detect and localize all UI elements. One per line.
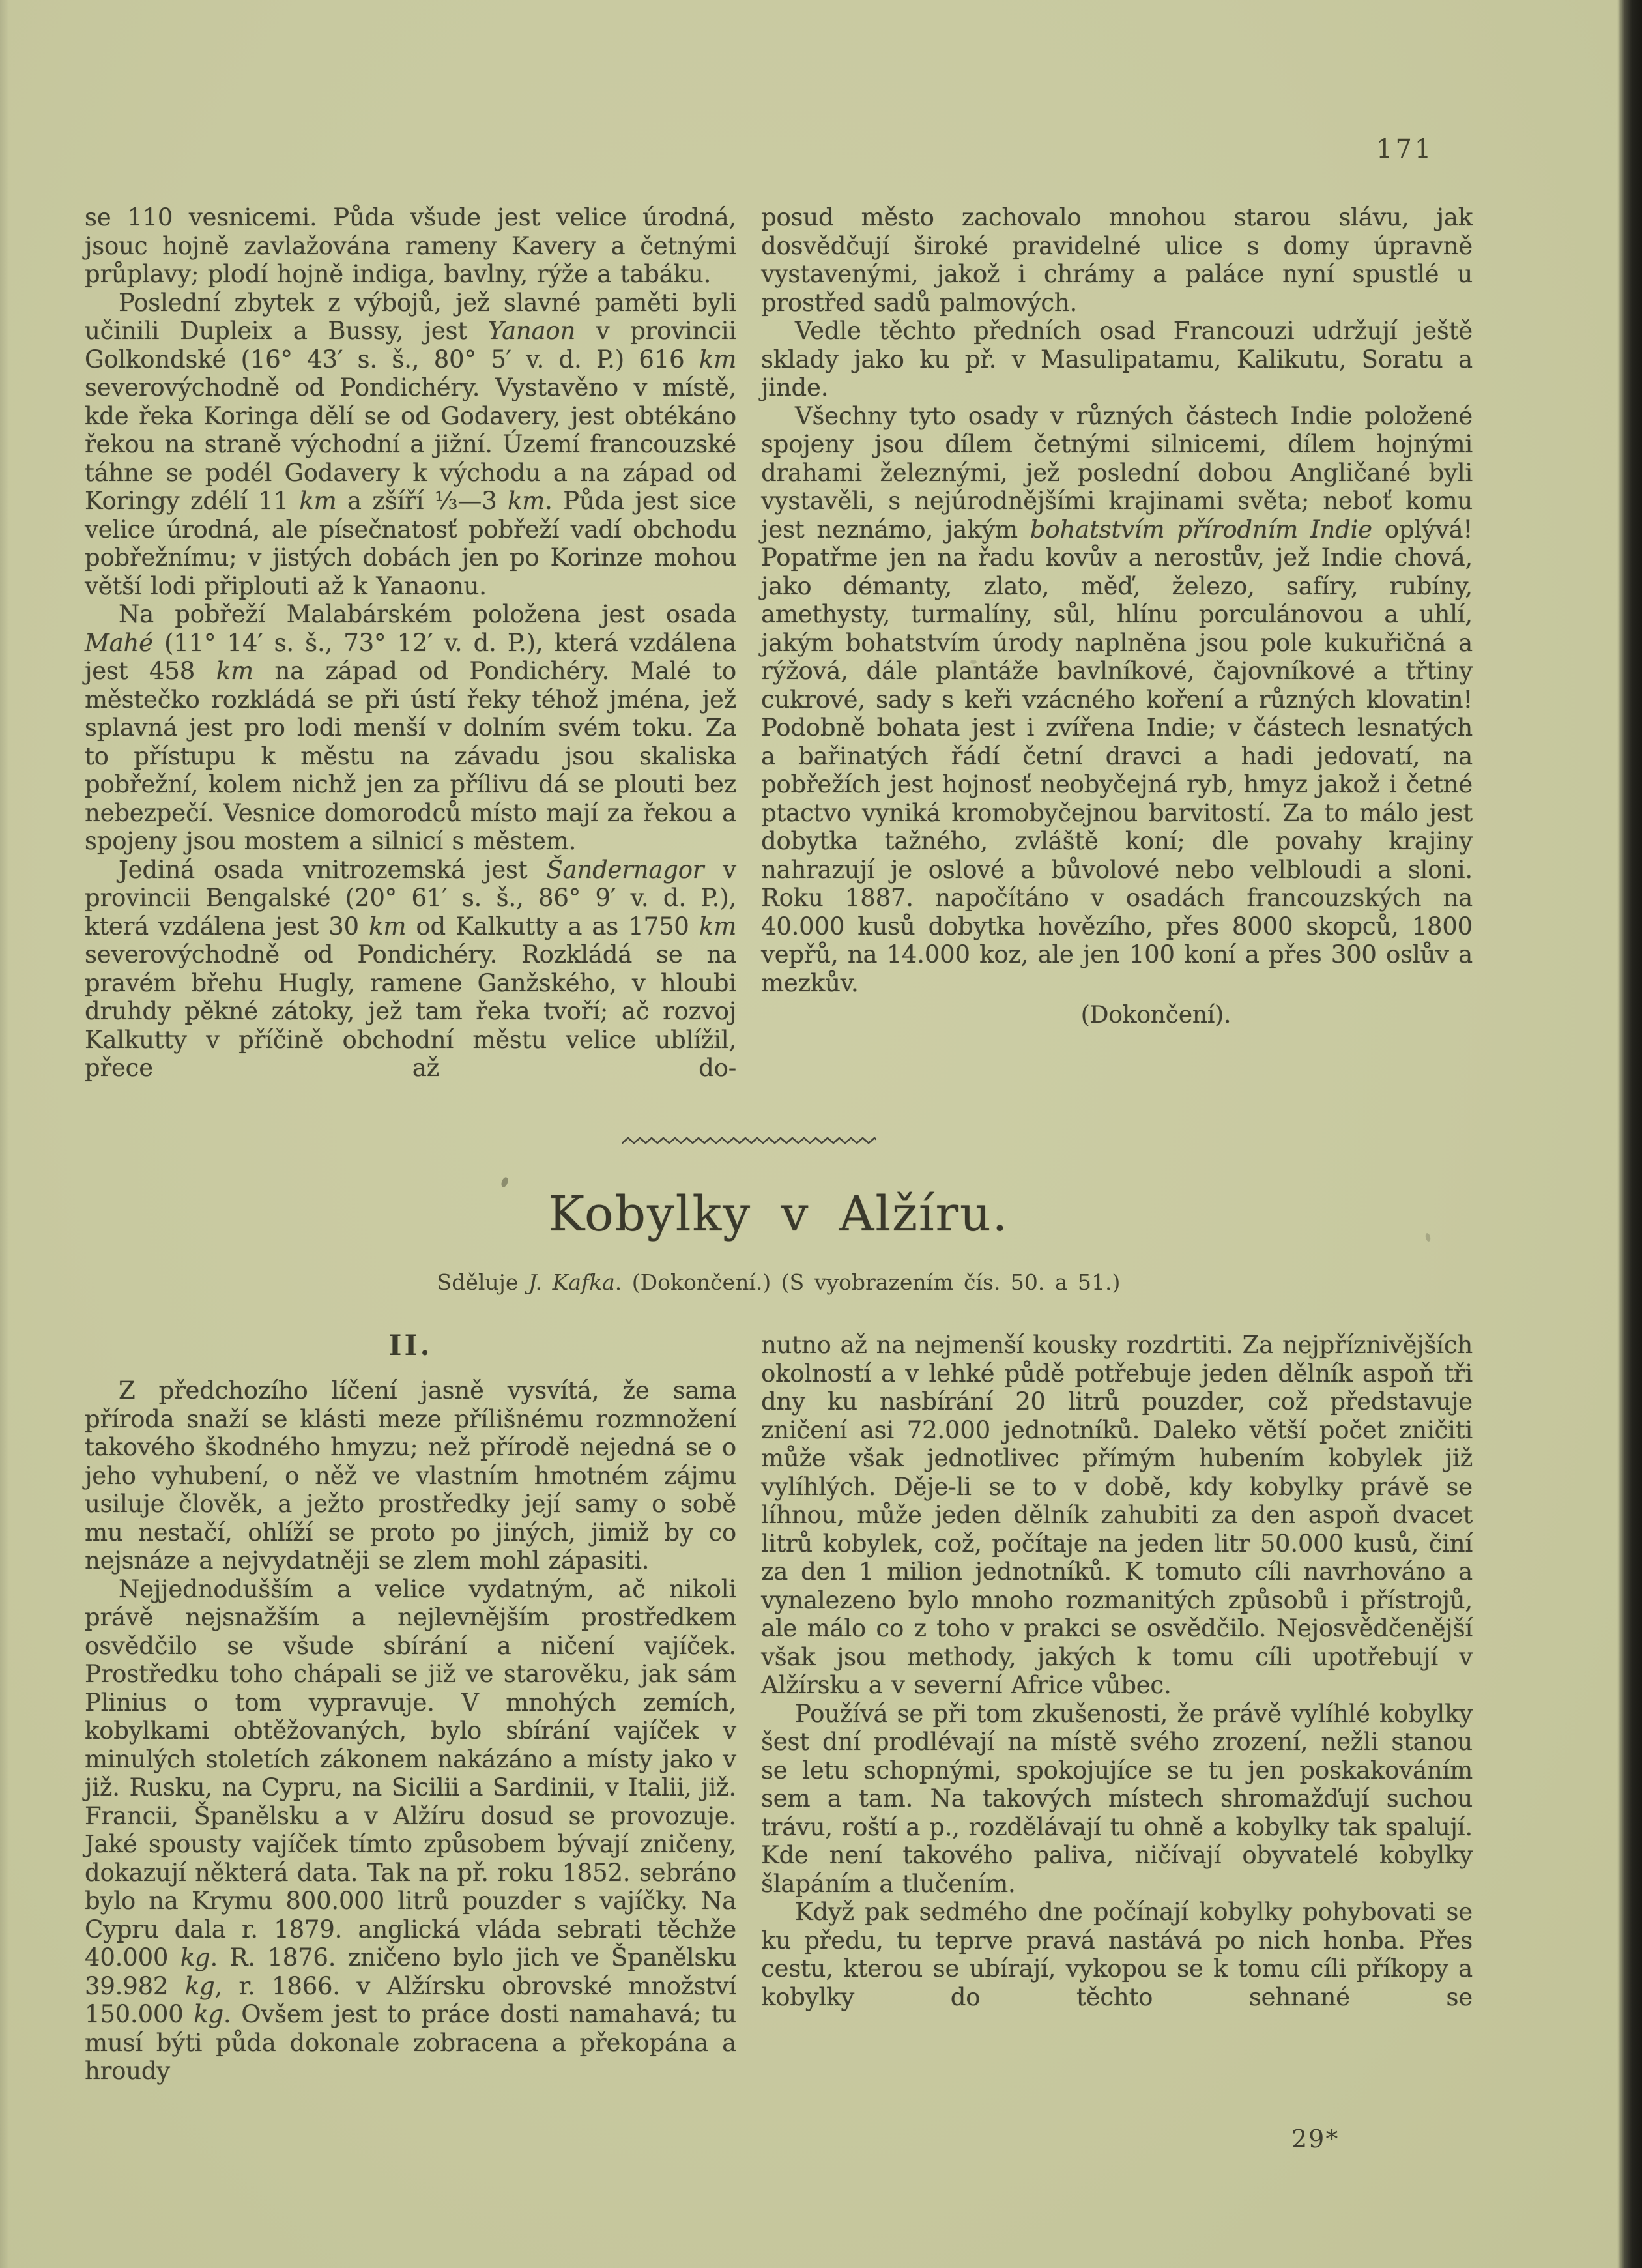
paragraph: nutno až na nejmenší kousky rozdrtiti. Za nejpříznivějších okolností a v lehké půdě potřebuje jeden dělník aspoň tři dny ku nasbírání 20 litrů pouzder, což představuje zničení asi 72.000 jednotníků. Daleko větší počet zničiti může však jednotlivec přímým hubením kobylek již vylíhlých. Děje-li se to v době, kdy kobylky právě se líhnou, může jeden dělník zahubiti za den aspoň dvacet litrů kobylek, což, počítaje na jeden litr 50.000 kusů, činí za den 1 milion jednotníků. K tomuto cíli navrhováno a vynalezeno bylo mnoho rozmanitých způsobů i přístrojů, ale málo co z toho v prakci se osvědčilo. Nejosvědčenější však jsou methody, jakých k tomu cíli upotřebují v Alžírsku a v severní Africe vůbec. [761,1331,1473,1699]
scan-edge-left [0,0,9,2268]
scan-edge-right [1617,0,1642,2268]
paragraph: Poslední zbytek z výbojů, jež slavné paměti byli učinili Dupleix a Bussy, jest Yanaon v provincii Golkondské (16° 43′ s. š., 80° 5′ v. d. P.) 616 km severovýchodně od Pondichéry. Vystavěno v místě, kde řeka Koringa dělí se od Godavery, jest obtékáno řekou na straně východní a jižní. Území francouzské táhne se podél Godavery k východu a na západ od Koringy zdélí 11 km a zšíří ⅓—3 km. Půda jest sice velice úrodná, ale písečnatosť pobřeží vadí obchodu pobřežnímu; v jistých dobách jen po Korinze mohou větší lodi připlouti až k Yanaonu. [85,288,736,600]
paragraph: Vedle těchto předních osad Francouzi udržují ještě sklady jako ku př. v Masulipatamu, Kalikutu, Soratu a jinde. [761,317,1473,401]
page-number: 171 [1376,134,1434,164]
paragraph: Všechny tyto osady v různých částech Indie položené spojeny jsou dílem četnými silnicemi, dílem hojnými drahami železnými, jež poslední dobou Angličané byli vystavěli, s nejúrodnějšími krajinami světa; neboť komu jest neznámo, jakým bohatstvím přírodním Indie oplývá! Popatřme jen na řadu kovův a nerostův, jež Indie chová, jako démanty, zlato, měď, železo, safíry, rubíny, amethysty, turmalíny, sůl, hlínu porculánovou a uhlí, jakým bohatstvím úrody naplněna jsou pole kukuřičná a rýžová, dále plantáže bavlníkové, čajovníkové a třtiny cukrové, sady s keři vzácného koření a různých klovatin! Podobně bohata jest i zvířena Indie; v částech lesnatých a bařinatých řádí četní dravci a hadi jedovatí, na pobřežích jest hojnosť neobyčejná ryb, hmyz jakož i četné ptactvo vyniká kromobyčejnou barvitostí. Za to málo jest dobytka tažného, zvláště koní; dle povahy krajiny nahrazují je oslové a bůvolové nebo velbloudi a sloni. Roku 1887. napočítáno v osadách francouzských na 40.000 kusů dobytka hovězího, přes 8000 skopců, 1800 vepřů, na 14.000 koz, ale jen 100 koní a přes 300 oslův a mezkův. [761,401,1473,997]
article-title: Kobylky v Alžíru. [548,1186,1009,1242]
paragraph: se 110 vesnicemi. Půda všude jest velice úrodná, jsouc hojně zavlažována rameny Kavery a četnými průplavy; plodí hojně indiga, bavlny, rýže a tabáku. [85,203,736,288]
section-heading: II. [388,1330,433,1362]
printer-signature-mark: 29* [1291,2125,1340,2153]
paragraph: Na pobřeží Malabárském položena jest osada Mahé (11° 14′ s. š., 73° 12′ v. d. P.), která vzdálena jest 458 km na západ od Pondichéry. Malé to městečko rozkládá se při ústí řeky téhož jména, jež splavná jest pro lodi menší v dolním svém toku. Za to přístupu k městu na závadu jsou skaliska pobřežní, kolem nichž jen za přílivu dá se plouti bez nebezpečí. Vesnice domorodců místo mají za řekou a spojeny jsou mostem a silnicí s městem. [85,600,736,855]
article2-right-column [761,1331,1473,2011]
scan-speck [970,660,977,664]
article1-right-column [761,203,1473,1030]
article2-right-paragraphs [761,1331,1473,2011]
article1-right-paragraphs [761,203,1473,997]
article-ending-note: (Dokončení). [1080,1002,1232,1028]
article1-left-paragraphs [85,203,736,1083]
wavy-divider [622,1135,876,1146]
paragraph: Jediná osada vnitrozemská jest Šandernagor v provincii Bengalské (20° 61′ s. š., 86° 9′ v. d. P.), která vzdálena jest 30 km od Kalkutty a as 1750 km severovýchodně od Pondichéry. Rozkládá se na pravém břehu Hugly, ramene Ganžského, v hloubi druhdy pěkné zátoky, jež tam řeka tvoří; ač rozvoj Kalkutty v příčině obchodní městu velice ublížil, přece až do- [85,855,736,1082]
article2-left-paragraphs [85,1376,736,2086]
paragraph: Nejjednodušším a velice vydatným, ač nikoli právě nejsnažším a nejlevnějším prostředkem osvědčilo se všude sbírání a ničení vajíček. Prostředku toho chápali se již ve starověku, jak sám Plinius o tom vypravuje. V mnohých zemích, kobylkami obtěžovaných, bylo sbírání vajíček v minulých stoletích zákonem nakázáno a místy jako v již. Rusku, na Cypru, na Sicilii a Sardinii, v Italii, již. Francii, Španělsku a v Alžíru dosud se provozuje. Jaké spousty vajíček tímto způsobem bývají zničeny, dokazují některá data. Tak na př. roku 1852. sebráno bylo na Krymu 800.000 litrů pouzder s vajíčky. Na Cypru dala r. 1879. anglická vláda sebrati těchže 40.000 kg. R. 1876. zničeno bylo jich ve Španělsku 39.982 kg, r. 1866. v Alžírsku obrovské množství 150.000 kg. Ovšem jest to práce dosti namahavá; tu musí býti půda dokonale zobracena a překopána a hroudy [85,1575,737,2085]
wavy-divider-graphic [622,1135,876,1146]
paragraph: Používá se při tom zkušenosti, že právě vylíhlé kobylky šest dní prodlévají na místě svého zrození, nežli stanou se letu schopnými, spokojujíce se tu jen poskakováním sem a tam. Na takových místech shromažďují suchou trávu, roští a p., rozdělávají tu ohně a kobylky tak spalují. Kde není takového paliva, ničívají obyvatelé kobylky šlapáním a tlučením. [761,1699,1473,1898]
article1-left-column [85,203,736,1083]
article2-left-column [85,1376,736,2086]
article-byline: Sděluje J. Kafka. (Dokončení.) (S vyobrazením čís. 50. a 51.) [437,1270,1121,1295]
paragraph: Z předchozího líčení jasně vysvítá, že sama příroda snaží se klásti meze přílišnému rozmnožení takového škodného hmyzu; než přírodě nejedná se o jeho vyhubení, o něž ve vlastním hmotném zájmu usiluje člověk, a ježto prostředky její samy o sobě mu nestačí, ohlíží se proto po jiných, jimiž by co nejsnáze a nejvydatněji se zlem mohl zápasiti. [85,1376,736,1575]
paragraph: posud město zachovalo mnohou starou slávu, jak dosvědčují široké pravidelné ulice s domy úpravně vystavenými, jakož i chrámy a paláce nyní spustlé u prostřed sadů palmových. [761,203,1473,317]
paragraph: Když pak sedmého dne počínají kobylky pohybovati se ku předu, tu teprve pravá nastává po nich honba. Přes cestu, kterou se ubírají, vykopou se k tomu cíli příkopy a kobylky do těchto sehnané se [761,1898,1473,2011]
